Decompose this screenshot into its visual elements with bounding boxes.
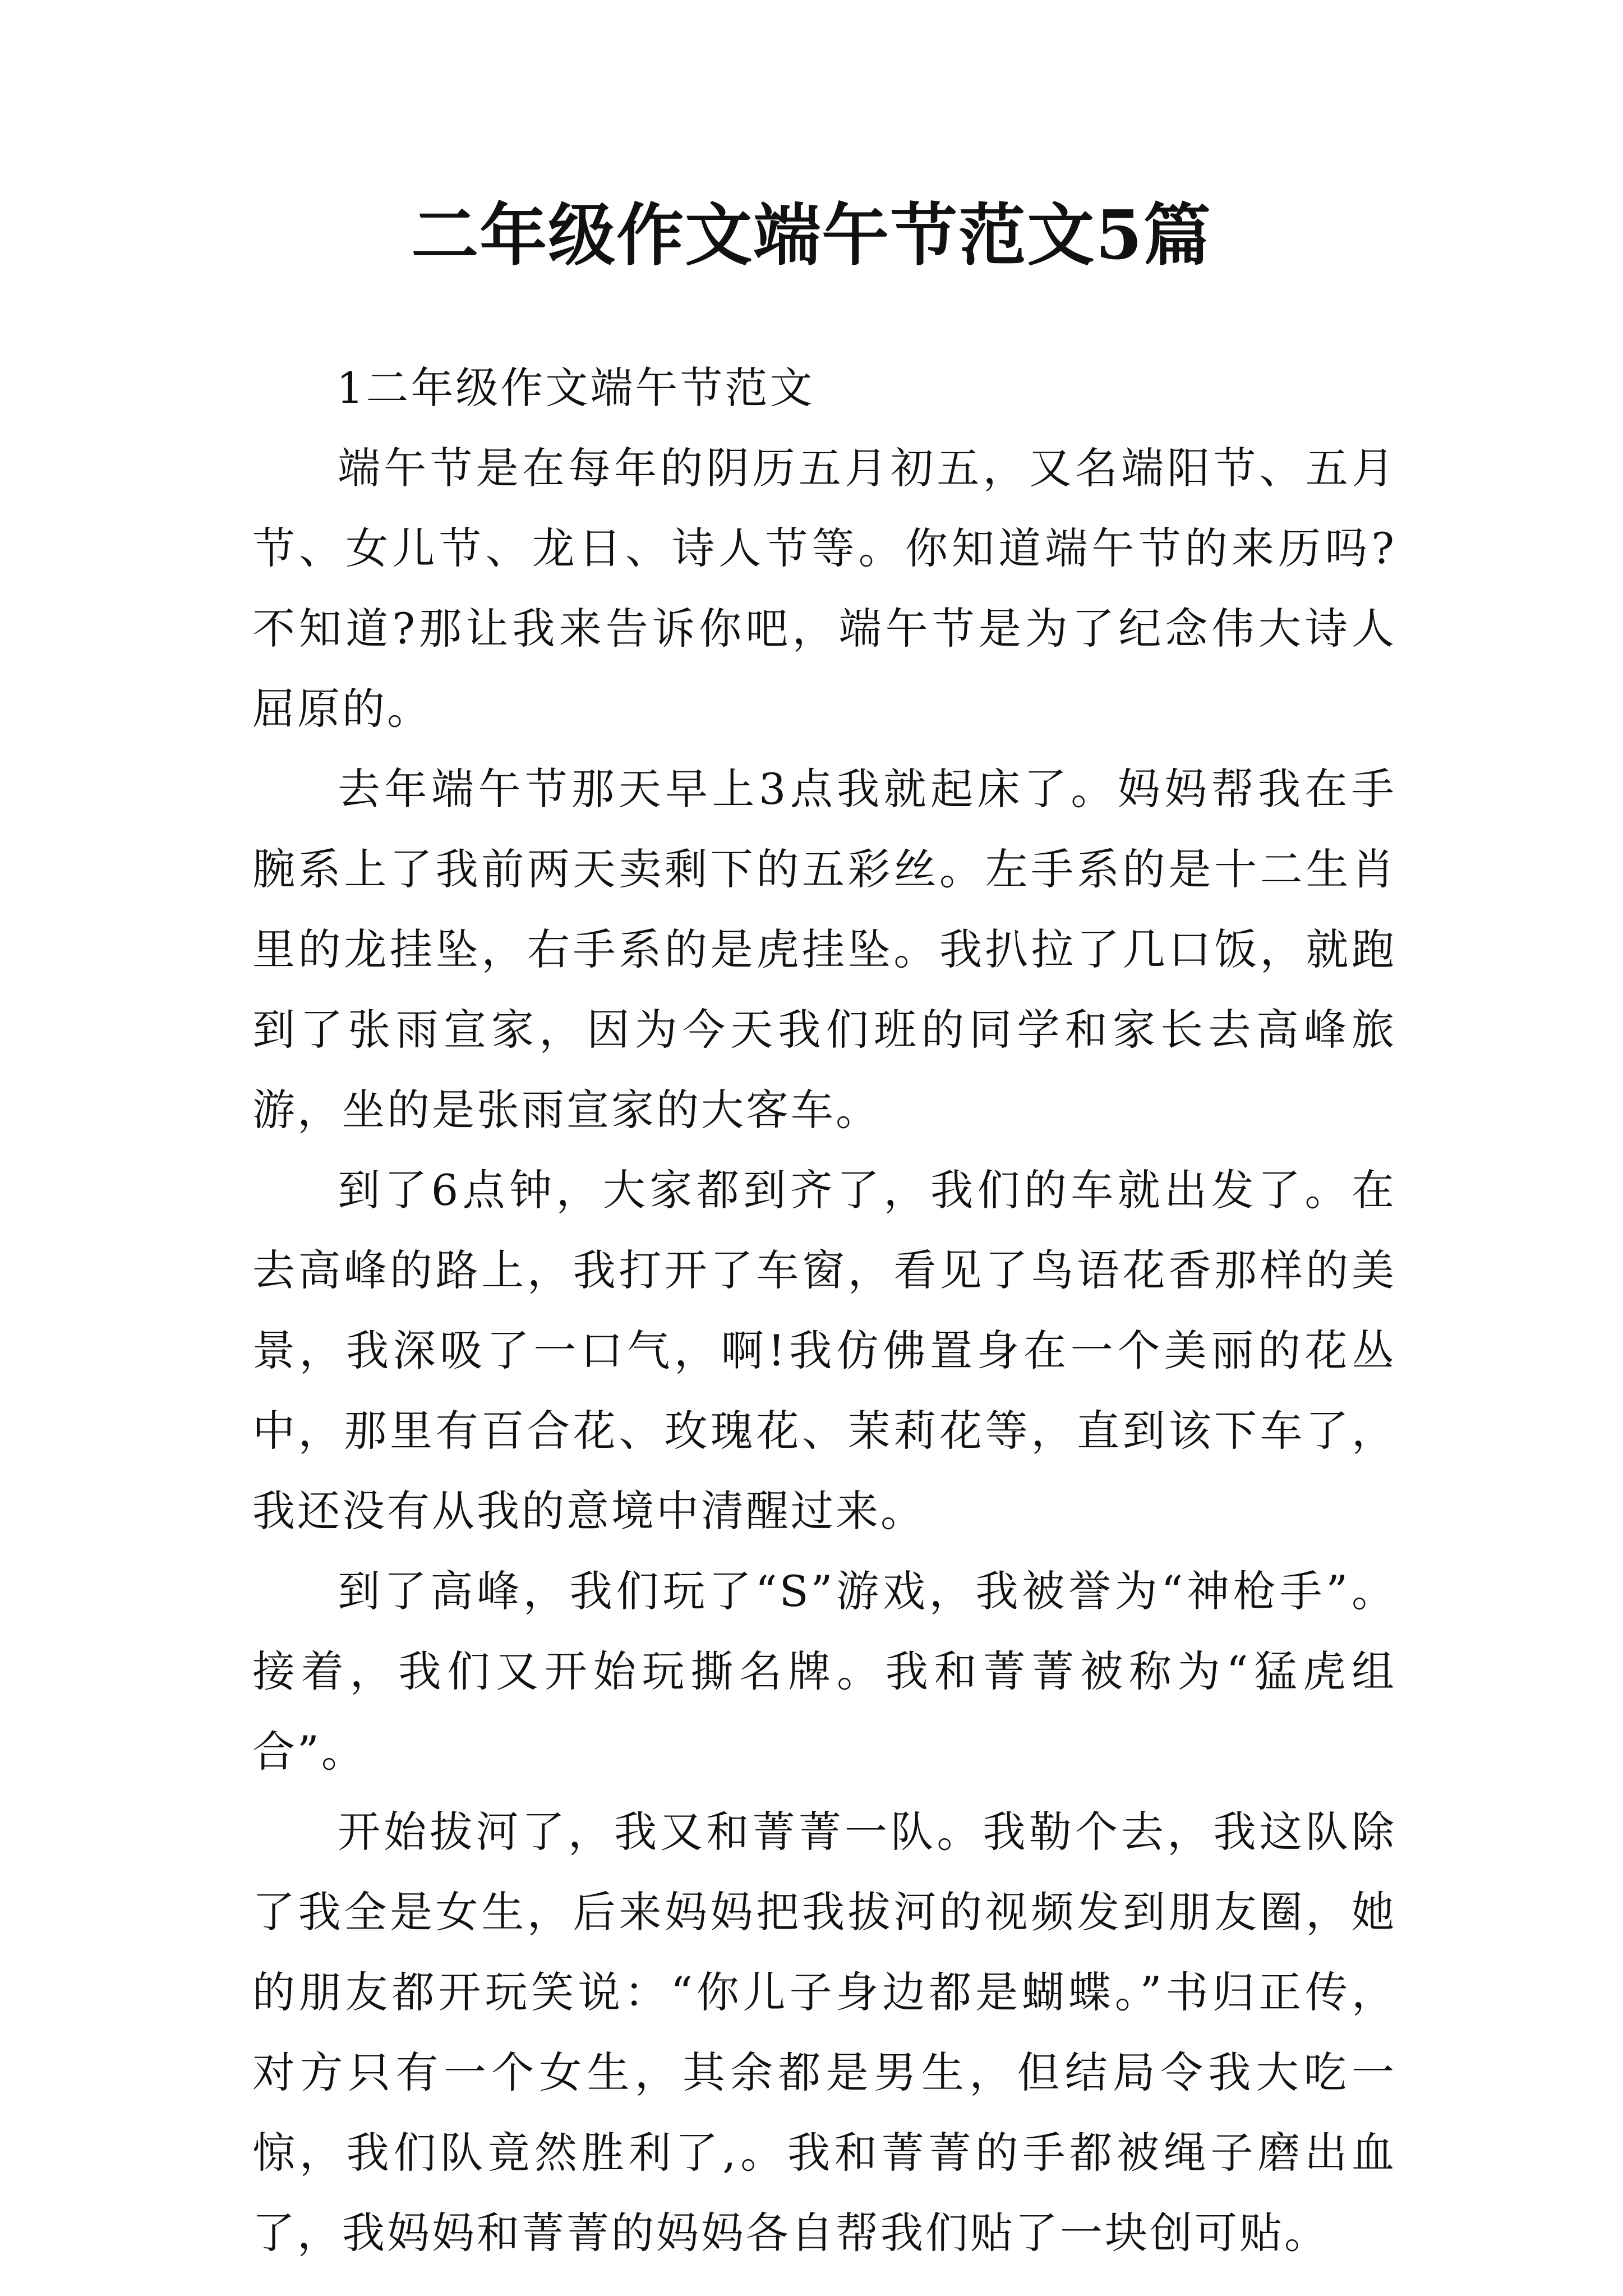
document-title: 二年级作文端午节范文5篇	[411, 196, 1212, 275]
paragraph-3: 到了6点钟，大家都到齐了，我们的车就出发了。在去高峰的路上，我打开了车窗，看见了鸟语花香那样的美景，我深吸了一口气，啊!我仿佛置身在一个美丽的花丛中，那里有百合花、玫瑰花、茉莉花等，直到该下车了，我还没有从我的意境中清醒过来。	[252, 1165, 1396, 1536]
paragraph-4: 到了高峰，我们玩了“S”游戏，我被誉为“神枪手”。接着，我们又开始玩撕名牌。我和菁菁被称为“猛虎组合”。	[252, 1566, 1396, 1777]
document-body	[252, 348, 1396, 2273]
paragraph-2: 去年端午节那天早上3点我就起床了。妈妈帮我在手腕系上了我前两天卖剩下的五彩丝。左手系的是十二生肖里的龙挂坠，右手系的是虎挂坠。我扒拉了几口饭，就跑到了张雨宣家，因为今天我们班的同学和家长去高峰旅游，坐的是张雨宣家的大客车。	[252, 764, 1396, 1135]
section-heading: 1二年级作文端午节范文	[336, 363, 815, 413]
paragraph-1: 端午节是在每年的阴历五月初五，又名端阳节、五月节、女儿节、龙日、诗人节等。你知道端午节的来历吗?不知道?那让我来告诉你吧，端午节是为了纪念伟大诗人屈原的。	[252, 443, 1396, 734]
paragraph-5: 开始拔河了，我又和菁菁一队。我勒个去，我这队除了我全是女生，后来妈妈把我拔河的视频发到朋友圈，她的朋友都开玩笑说：“你儿子身边都是蝴蝶。”书归正传，对方只有一个女生，其余都是男生，但结局令我大吃一惊，我们队竟然胜利了,。我和菁菁的手都被绳子磨出血了，我妈妈和菁菁的妈妈各自帮我们贴了一块创可贴。	[252, 1807, 1396, 2258]
